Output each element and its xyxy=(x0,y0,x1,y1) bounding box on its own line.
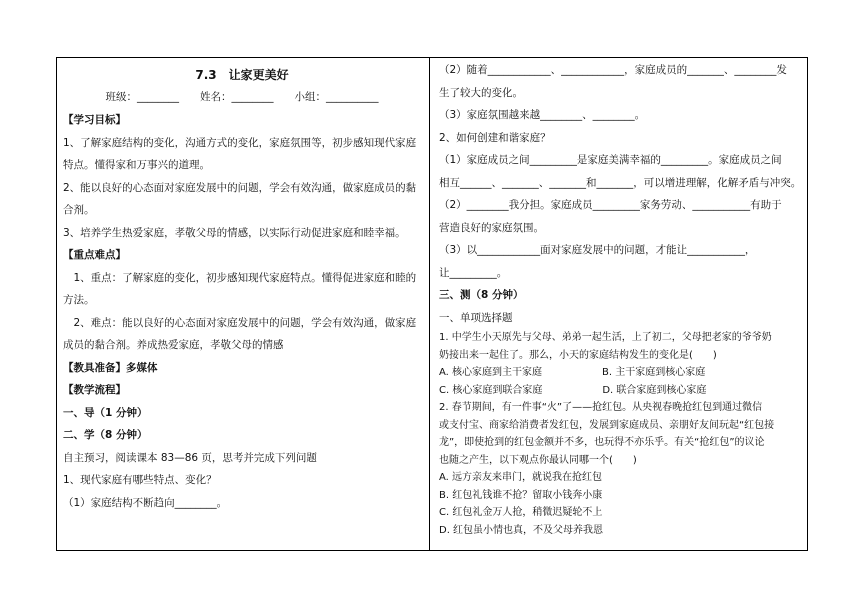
question-2-part-2-line-1: （2）________我分担。家庭成员_________家务劳动、___________有助于 xyxy=(439,199,782,211)
goal-1-line-2: 特点。懂得家和万事兴的道理。 xyxy=(63,159,210,171)
question-2-part-1-line-1: （1）家庭成员之间_________是家庭美满幸福的_________。家庭成员之间 xyxy=(439,154,782,166)
mcq-2-option-a: A. 远方亲友来串门，就说我在抢红包 xyxy=(439,472,603,483)
question-1-part-3: （3）家庭氛围越来越________、________。 xyxy=(439,109,646,121)
question-1-part-1: （1）家庭结构不断趋向________。 xyxy=(63,496,228,509)
question-1-part-2-line-2: 生了较大的变化。 xyxy=(439,86,523,99)
mcq-2-option-b: B. 红包礼钱谁不抢？留取小钱奔小康 xyxy=(439,489,603,501)
mcq-1-options-ab: A. 核心家庭到主干家庭 B. 主干家庭到核心家庭 xyxy=(439,367,706,378)
mcq-2-line-4: 也随之产生，以下观点你最认同哪一个( ) xyxy=(439,454,637,466)
mcq-2-option-c: C. 红包礼金万人抢，稍微迟疑轮不上 xyxy=(439,507,603,518)
step-introduce: 一、导（1 分钟） xyxy=(63,406,148,419)
question-2-part-3-line-1: （3）以____________面对家庭发展中的问题，才能让___________， xyxy=(439,244,756,256)
goal-1-line-1: 1、了解家庭结构的变化，沟通方式的变化，家庭氛围等，初步感知现代家庭 xyxy=(63,136,417,149)
left-column xyxy=(57,57,429,514)
mcq-2-line-1: 2. 春节期间，有一件事“火”了——抢红包。从央视春晚抢红包到通过微信 xyxy=(439,402,763,413)
question-2-part-1-line-2: 相互______、_______、_______和_______，可以增进理解，化解矛盾与冲突。 xyxy=(439,176,802,189)
goal-2-line-1: 2、能以良好的心态面对家庭发展中的问题，学会有效沟通，做家庭成员的黏 xyxy=(63,181,417,194)
question-2-part-3-line-2: 让_________。 xyxy=(439,266,508,279)
lesson-title: 7.3 让家更美好 xyxy=(195,68,289,82)
mcq-1-options-cd: C. 核心家庭到联合家庭 D. 联合家庭到核心家庭 xyxy=(439,384,707,396)
mcq-1-line-1: 1. 中学生小天原先与父母、弟弟一起生活，上了初二，父母把老家的爷爷奶 xyxy=(439,332,772,343)
mcq-2-line-2: 或支付宝、商家给消费者发红包，发展到家庭成员、亲朋好友间玩起“红包接 xyxy=(439,419,775,431)
mcq-2-option-d: D. 红包虽小情也真，不及父母养我恩 xyxy=(439,524,604,536)
question-1: 1、现代家庭有哪些特点、变化？ xyxy=(63,474,217,486)
student-info-line: 班级：________ 姓名：________ 小组：__________ xyxy=(105,91,379,103)
right-column xyxy=(431,57,807,539)
key-point-line-2: 方法。 xyxy=(63,294,95,306)
column-divider xyxy=(429,57,430,551)
section-teaching-process: 【教学流程】 xyxy=(63,384,126,396)
question-1-part-2-line-1: （2）随着____________、____________，家庭成员的_______、________发 xyxy=(439,64,787,76)
step-test: 三、测（8 分钟） xyxy=(439,289,524,301)
goal-2-line-2: 合剂。 xyxy=(63,204,95,216)
section-learning-goals: 【学习目标】 xyxy=(63,114,126,126)
self-study-instruction: 自主预习，阅读课本 83—86 页，思考并完成下列问题 xyxy=(63,451,317,464)
question-2: 2、如何创建和谐家庭？ xyxy=(439,131,551,144)
mcq-1-line-2: 奶接出来一起住了。那么，小天的家庭结构发生的变化是( ) xyxy=(439,349,717,361)
step-learn: 二、学（8 分钟） xyxy=(63,429,148,441)
section-teaching-aids: 【教具准备】多媒体 xyxy=(63,361,158,374)
section-key-points: 【重点难点】 xyxy=(63,249,126,261)
key-point-line-1: 1、重点：了解家庭的变化，初步感知现代家庭特点。懂得促进家庭和睦的 xyxy=(63,271,417,284)
mcq-2-line-3: 龙”，即使抢到的红包金额并不多，也玩得不亦乐乎。有关“抢红包”的议论 xyxy=(439,437,765,448)
difficulty-line-1: 2、难点：能以良好的心态面对家庭发展中的问题，学会有效沟通，做家庭 xyxy=(63,316,417,329)
multiple-choice-heading: 一、单项选择题 xyxy=(439,311,513,324)
question-2-part-2-line-2: 营造良好的家庭氛围。 xyxy=(439,221,544,234)
goal-3: 3、培养学生热爱家庭，孝敬父母的情感，以实际行动促进家庭和睦幸福。 xyxy=(63,226,406,239)
difficulty-line-2: 成员的黏合剂。养成热爱家庭，孝敬父母的情感 xyxy=(63,339,284,351)
